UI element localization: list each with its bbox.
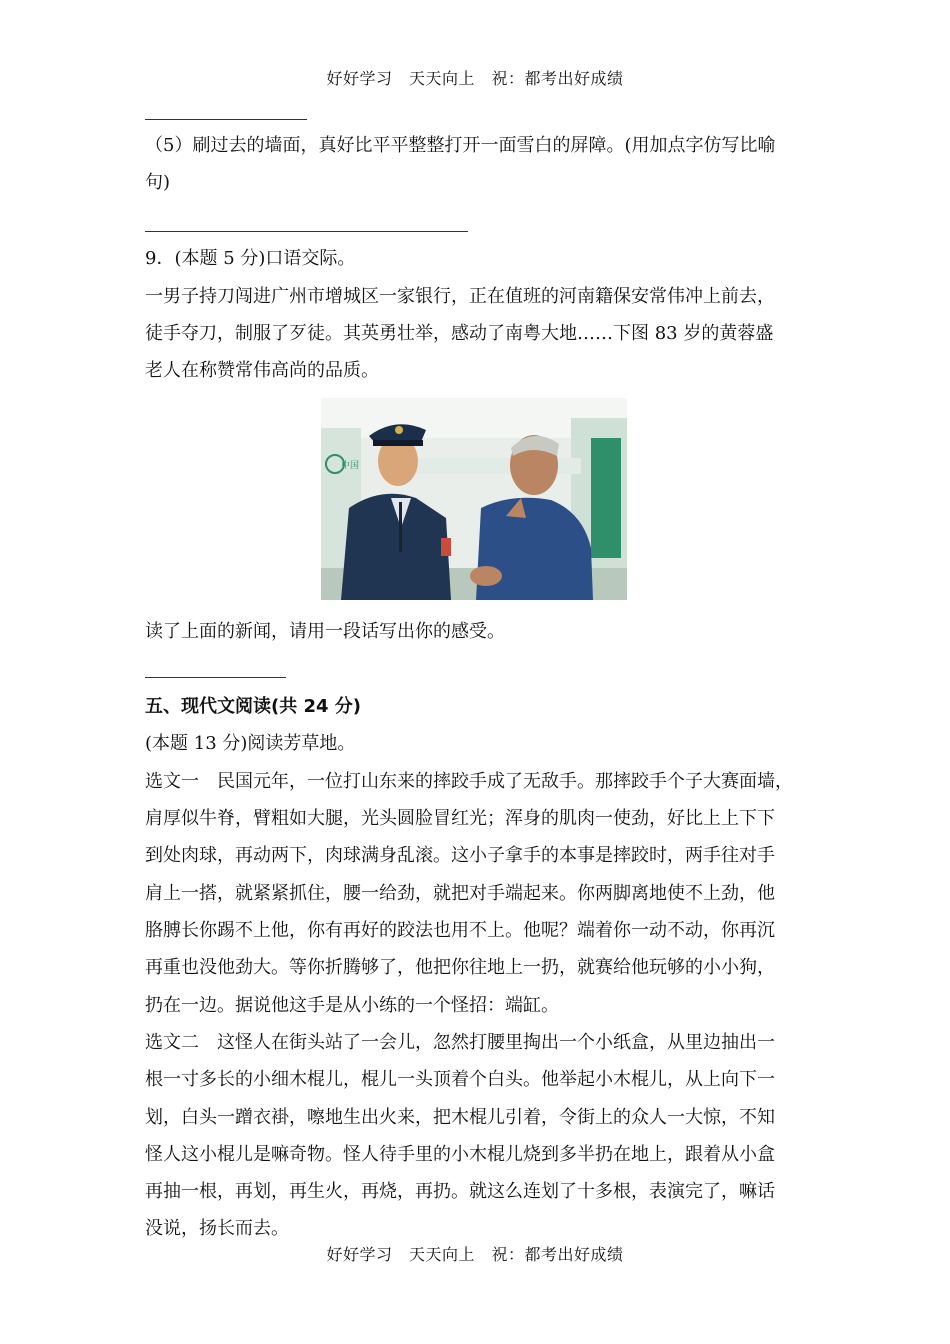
question-9-para: 老人在称赞常伟高尚的品质。 — [145, 360, 379, 381]
passage-1-line: 肩上一搭，就紧紧抓住，腰一给劲，就把对手端起来。你两脚离地使不上劲，他 — [145, 883, 775, 904]
passage-1-line: 扔在一边。据说他这手是从小练的一个怪招：端缸。 — [145, 995, 559, 1016]
passage-2-line: 划，白头一蹭衣褂，嚓地生出火来，把木棍儿引着，令街上的众人一大惊，不知 — [145, 1107, 775, 1128]
passage-2-line: 没说，扬长而去。 — [145, 1218, 289, 1239]
question-9-prompt: 读了上面的新闻，请用一段话写出你的感受。 — [145, 621, 505, 642]
passage-1-line: 到处肉球，再动两下，肉球满身乱滚。这小子拿手的本事是摔跤时，两手往对手 — [145, 845, 775, 866]
passage-1-line: 肩厚似牛脊，臂粗如大腿，光头圆脸冒红光；浑身的肌肉一使劲，好比上上下下 — [145, 808, 775, 829]
answer-line — [145, 119, 307, 120]
news-photo — [321, 398, 627, 600]
passage-2-line: 根一寸多长的小细木棍儿，棍儿一头顶着个白头。他举起小木棍儿，从上向下一 — [145, 1069, 775, 1090]
answer-line — [145, 677, 286, 678]
bank-sign-text: 中国 — [341, 461, 360, 471]
question-9-para: 一男子持刀闯进广州市增城区一家银行，正在值班的河南籍保安常伟冲上前去， — [145, 286, 775, 307]
section-5-intro: (本题 13 分)阅读芳草地。 — [145, 733, 356, 754]
answer-line — [145, 231, 468, 232]
question-9-heading: 9．(本题 5 分)口语交际。 — [145, 248, 356, 269]
passage-1-line: 选文一 民国元年，一位打山东来的摔跤手成了无敌手。那摔跤手个子大赛面墙， — [145, 771, 793, 792]
page-header: 好好学习 天天向上 祝：都考出好成绩 — [326, 69, 624, 88]
passage-2-line: 怪人这小棍儿是嘛奇物。怪人待手里的小木棍儿烧到多半扔在地上，跟着从小盒 — [145, 1144, 775, 1165]
question-8-5-line2: 句) — [145, 172, 171, 193]
section-5-title: 五、现代文阅读(共 24 分) — [145, 696, 362, 717]
passage-1-line: 胳膊长你踢不上他，你有再好的跤法也用不上。他呢？端着你一动不动，你再沉 — [145, 920, 775, 941]
passage-2-line: 再抽一根，再划，再生火，再烧，再扔。就这么连划了十多根，表演完了，嘛话 — [145, 1181, 775, 1202]
passage-1-line: 再重也没他劲大。等你折腾够了，他把你往地上一扔，就赛给他玩够的小小狗， — [145, 957, 775, 978]
passage-2-line: 选文二 这怪人在街头站了一会儿，忽然打腰里掏出一个小纸盒，从里边抽出一 — [145, 1032, 775, 1053]
page-footer: 好好学习 天天向上 祝：都考出好成绩 — [326, 1245, 624, 1264]
question-9-para: 徒手夺刀，制服了歹徒。其英勇壮举，感动了南粤大地……下图 83 岁的黄蓉盛 — [145, 323, 774, 344]
question-8-5-line1: （5）刷过去的墙面，真好比平平整整打开一面雪白的屏障。(用加点字仿写比喻 — [145, 135, 776, 156]
